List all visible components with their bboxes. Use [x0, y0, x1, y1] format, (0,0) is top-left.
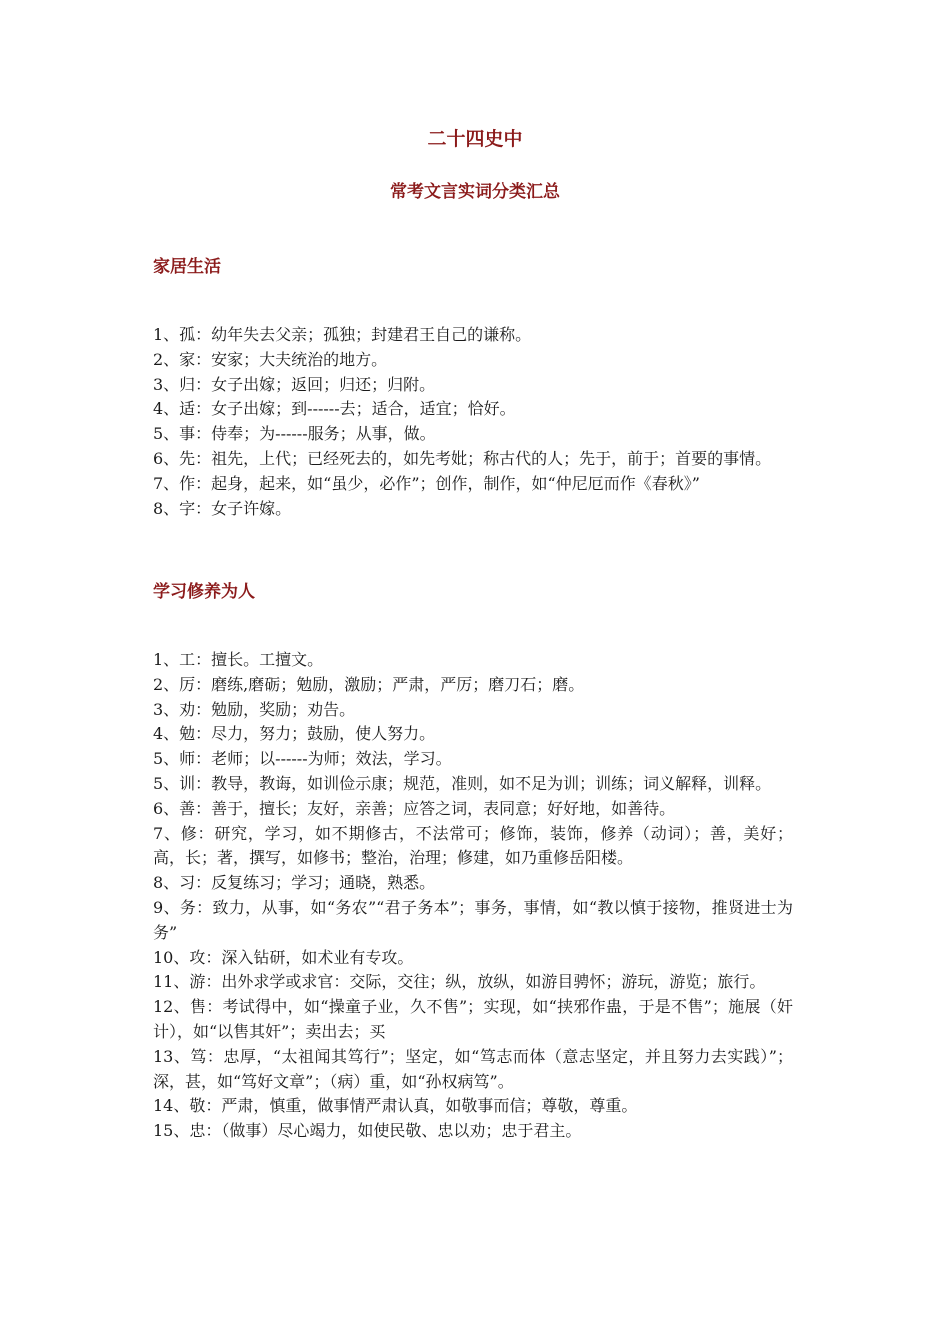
section-heading-home-life: 家居生活 — [153, 257, 221, 277]
list-item: 6、先：祖先，上代；已经死去的，如先考妣；称古代的人；先于，前于；首要的事情。 — [153, 448, 772, 468]
list-item: 4、适：女子出嫁；到------去；适合，适宜；恰好。 — [153, 399, 516, 419]
list-item: 13、笃：忠厚，“太祖闻其笃行”；坚定，如“笃志而体（意志坚定，并且努力去实践）”；深，甚，如“笃好文章”；（病）重，如“孙权病笃”。 — [153, 1046, 793, 1091]
document-title: 二十四史中 — [427, 128, 523, 150]
list-item: 3、劝：勉励，奖励；劝告。 — [153, 699, 356, 719]
list-item: 6、善：善于，擅长；友好，亲善；应答之词，表同意；好好地，如善待。 — [153, 798, 676, 818]
section-list-study — [153, 648, 793, 1144]
list-item: 15、忠：（做事）尽心竭力，如使民敬、忠以劝；忠于君主。 — [153, 1121, 582, 1141]
section-list-home-life — [153, 323, 793, 521]
list-item: 3、归：女子出嫁；返回；归还；归附。 — [153, 374, 436, 394]
section-heading-study: 学习修养为人 — [153, 582, 255, 602]
list-item: 8、字：女子许嫁。 — [153, 498, 292, 518]
list-item: 9、务：致力，从事，如“务农”“君子务本”；事务，事情，如“教以慎于接物，推贤进士为务” — [153, 897, 793, 942]
list-item: 5、事：侍奉；为------服务；从事，做。 — [153, 424, 436, 444]
list-item: 5、训：教导，教诲，如训俭示康；规范，准则，如不足为训；训练；词义解释，训释。 — [153, 773, 772, 793]
list-item: 7、作：起身，起来，如“虽少，必作”；创作，制作，如“仲尼厄而作《春秋》” — [153, 473, 700, 493]
list-item: 12、售：考试得中，如“操童子业，久不售”；实现，如“挟邪作蛊，于是不售”；施展（奸计），如“以售其奸”；卖出去；买 — [153, 997, 793, 1041]
list-item: 5、师：老师；以------为师；效法，学习。 — [153, 749, 452, 769]
list-item: 4、勉：尽力，努力；鼓励，使人努力。 — [153, 724, 436, 744]
list-item: 7、修：研究，学习，如不期修古，不法常可；修饰，装饰，修养（动词）；善，美好；高，长；著，撰写，如修书；整治，治理；修建，如乃重修岳阳楼。 — [153, 823, 793, 868]
document-subtitle: 常考文言实词分类汇总 — [390, 182, 560, 202]
list-item: 2、家：安家；大夫统治的地方。 — [153, 349, 388, 369]
list-item: 10、攻：深入钻研，如术业有专攻。 — [153, 947, 414, 967]
list-item: 14、敬：严肃，慎重，做事情严肃认真，如敬事而信；尊敬，尊重。 — [153, 1096, 638, 1116]
list-item: 2、厉：磨练,磨砺；勉励，激励；严肃，严厉；磨刀石；磨。 — [153, 674, 585, 694]
list-item: 1、孤：幼年失去父亲；孤独；封建君王自己的谦称。 — [153, 325, 532, 344]
list-item: 1、工：擅长。工擅文。 — [153, 650, 324, 669]
list-item: 8、习：反复练习；学习；通晓，熟悉。 — [153, 873, 436, 893]
list-item: 11、游：出外求学或求官：交际，交往；纵，放纵，如游目骋怀；游玩，游览；旅行。 — [153, 972, 766, 992]
